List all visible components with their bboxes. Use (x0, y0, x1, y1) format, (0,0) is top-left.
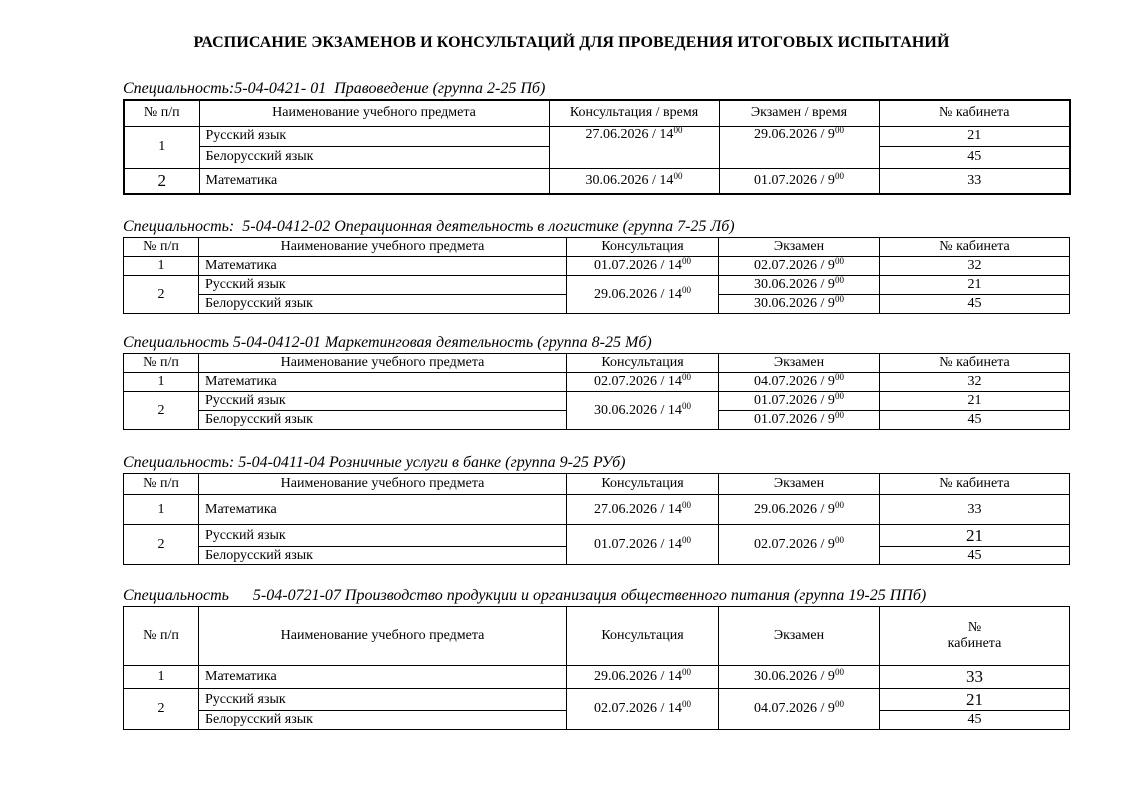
time-minutes: 00 (834, 391, 844, 401)
section-2 (123, 217, 1069, 314)
exam-cell (719, 392, 880, 411)
subject-name: Белорусский язык (199, 146, 549, 168)
room-number: 45 (879, 146, 1070, 168)
exam-cell (719, 411, 880, 430)
time-minutes: 00 (834, 499, 844, 510)
header-exam: Экзамен (719, 607, 880, 666)
exam-date: 01.07.2026 / 9 (754, 412, 835, 427)
table-row (124, 495, 1070, 525)
schedule-table (123, 473, 1070, 565)
time-minutes: 00 (834, 294, 844, 304)
row-number: 2 (124, 689, 199, 730)
time-minutes: 00 (834, 124, 844, 135)
time-minutes: 00 (681, 699, 691, 709)
schedule-table (123, 353, 1070, 430)
room-number: 21 (879, 126, 1070, 146)
exam-cell (719, 126, 879, 168)
room-number: 33 (880, 666, 1070, 689)
header-exam: Экзамен (719, 354, 880, 373)
subject-name: Белорусский язык (199, 295, 567, 314)
consultation-date: 01.07.2026 / 14 (594, 536, 682, 552)
subject-name: Математика (199, 495, 567, 525)
consultation-date: 01.07.2026 / 14 (594, 258, 682, 273)
consultation-date: 27.06.2026 / 14 (594, 501, 682, 517)
row-number: 2 (124, 392, 199, 430)
header-num: № п/п (124, 100, 199, 126)
header-num: № п/п (124, 354, 199, 373)
exam-cell (719, 689, 880, 730)
specialty-heading: Специальность: 5-04-0411-04 Розничные услуги в банке (группа 9-25 РУб) (123, 454, 626, 471)
header-num: № п/п (124, 607, 199, 666)
table-row (124, 276, 1070, 295)
subject-name: Русский язык (199, 525, 567, 547)
row-number: 2 (124, 276, 199, 314)
room-number: 21 (880, 525, 1070, 547)
header-subject: Наименование учебного предмета (199, 100, 549, 126)
exam-date: 01.07.2026 / 9 (754, 172, 835, 188)
exam-date: 04.07.2026 / 9 (754, 701, 835, 716)
header-exam: Экзамен (719, 238, 880, 257)
time-minutes: 00 (673, 170, 683, 181)
subject-name: Русский язык (199, 392, 567, 411)
section-5 (123, 586, 1069, 730)
header-room-line2: кабинета (947, 636, 1002, 651)
page-title: РАСПИСАНИЕ ЭКЗАМЕНОВ И КОНСУЛЬТАЦИЙ ДЛЯ ПРОВЕДЕНИЯ ИТОГОВЫХ ИСПЫТАНИЙ (193, 34, 950, 51)
header-num: № п/п (124, 474, 199, 495)
subject-name: Белорусский язык (199, 411, 567, 430)
consultation-cell (549, 126, 719, 168)
specialty-heading: Специальность: 5-04-0412-02 Операционная деятельность в логистике (группа 7-25 Лб) (123, 218, 735, 235)
row-number: 1 (124, 495, 199, 525)
exam-cell (719, 373, 880, 392)
row-number: 2 (124, 525, 199, 565)
consultation-date: 30.06.2026 / 14 (585, 172, 674, 188)
exam-date: 29.06.2026 / 9 (754, 501, 835, 517)
exam-date: 02.07.2026 / 9 (754, 536, 835, 552)
room-number: 45 (880, 711, 1070, 730)
header-subject: Наименование учебного предмета (199, 354, 567, 373)
header-room: № кабинета (880, 238, 1070, 257)
exam-cell (719, 257, 880, 276)
room-number: 21 (880, 276, 1070, 295)
exam-cell (719, 495, 880, 525)
exam-cell (719, 666, 880, 689)
time-minutes: 00 (681, 400, 691, 411)
subject-name: Русский язык (199, 126, 549, 146)
room-number: 33 (879, 168, 1070, 194)
exam-date: 30.06.2026 / 9 (754, 669, 835, 684)
header-subject: Наименование учебного предмета (199, 474, 567, 495)
time-minutes: 00 (681, 499, 691, 510)
consultation-cell (567, 495, 719, 525)
specialty-heading: Специальность 5-04-0412-01 Маркетинговая деятельность (группа 8-25 Мб) (123, 334, 652, 351)
consultation-date: 30.06.2026 / 14 (594, 402, 682, 418)
consultation-date: 02.07.2026 / 14 (594, 701, 682, 716)
time-minutes: 00 (681, 256, 691, 266)
time-minutes: 00 (681, 284, 691, 295)
exam-date: 02.07.2026 / 9 (754, 258, 835, 273)
table-row (124, 392, 1070, 411)
section-3 (123, 333, 1069, 430)
exam-date: 30.06.2026 / 9 (754, 277, 835, 292)
room-number: 45 (880, 295, 1070, 314)
exam-cell (719, 295, 880, 314)
header-room-line1: № (967, 620, 982, 635)
table-row (124, 168, 1070, 194)
consultation-date: 02.07.2026 / 14 (594, 374, 682, 389)
consultation-date: 27.06.2026 / 14 (585, 126, 674, 142)
header-consultation: Консультация (567, 607, 719, 666)
header-subject: Наименование учебного предмета (199, 238, 567, 257)
room-number: 32 (880, 373, 1070, 392)
room-number: 32 (880, 257, 1070, 276)
row-number: 1 (124, 373, 199, 392)
section-1 (123, 79, 1069, 195)
header-consultation: Консультация (567, 474, 719, 495)
header-room: № кабинета (880, 354, 1070, 373)
consultation-cell (567, 525, 719, 565)
specialty-heading: Специальность:5-04-0421- 01 Правоведение (группа 2-25 Пб) (123, 80, 546, 97)
header-room: № кабинета (879, 100, 1070, 126)
row-number: 1 (124, 257, 199, 276)
consultation-cell (567, 276, 719, 314)
subject-name: Математика (199, 257, 567, 276)
exam-cell (719, 276, 880, 295)
consultation-cell (567, 666, 719, 689)
exam-cell (719, 525, 880, 565)
subject-name: Русский язык (199, 276, 567, 295)
time-minutes: 00 (834, 256, 844, 266)
consultation-cell (567, 257, 719, 276)
table-row (124, 689, 1070, 711)
exam-date: 04.07.2026 / 9 (754, 374, 835, 389)
subject-name: Белорусский язык (199, 711, 567, 730)
consultation-date: 29.06.2026 / 14 (594, 286, 682, 302)
header-exam: Экзамен / время (719, 100, 879, 126)
specialty-heading: Специальность 5-04-0721-07 Производство продукции и организация общественного питания (группа 19-25 ППб) (123, 587, 927, 604)
exam-date: 30.06.2026 / 9 (754, 296, 835, 311)
subject-name: Математика (199, 666, 567, 689)
room-number: 21 (880, 689, 1070, 711)
subject-name: Математика (199, 373, 567, 392)
schedule-table (123, 606, 1070, 730)
consultation-cell (567, 373, 719, 392)
time-minutes: 00 (673, 124, 683, 135)
row-number: 2 (124, 168, 199, 194)
schedule-table (123, 237, 1070, 314)
time-minutes: 00 (834, 372, 844, 382)
time-minutes: 00 (834, 170, 844, 181)
room-number: 21 (880, 392, 1070, 411)
row-number: 1 (124, 126, 199, 168)
consultation-date: 29.06.2026 / 14 (594, 669, 682, 684)
subject-name: Математика (199, 168, 549, 194)
table-row (124, 373, 1070, 392)
header-room: № кабинета (880, 474, 1070, 495)
header-exam: Экзамен (719, 474, 880, 495)
exam-cell (719, 168, 879, 194)
time-minutes: 00 (681, 534, 691, 545)
schedule-table (123, 99, 1071, 195)
header-consultation: Консультация (567, 354, 719, 373)
header-room (880, 607, 1070, 666)
consultation-cell (567, 392, 719, 430)
time-minutes: 00 (681, 372, 691, 382)
time-minutes: 00 (834, 534, 844, 545)
time-minutes: 00 (681, 667, 691, 677)
exam-date: 01.07.2026 / 9 (754, 393, 835, 408)
section-4 (123, 453, 1069, 565)
consultation-cell (549, 168, 719, 194)
header-consultation: Консультация / время (549, 100, 719, 126)
header-num: № п/п (124, 238, 199, 257)
subject-name: Русский язык (199, 689, 567, 711)
table-row (124, 126, 1070, 146)
consultation-cell (567, 689, 719, 730)
time-minutes: 00 (834, 667, 844, 677)
room-number: 45 (880, 411, 1070, 430)
time-minutes: 00 (834, 275, 844, 285)
subject-name: Белорусский язык (199, 547, 567, 565)
header-subject: Наименование учебного предмета (199, 607, 567, 666)
table-row (124, 525, 1070, 547)
room-number: 33 (880, 495, 1070, 525)
room-number: 45 (880, 547, 1070, 565)
time-minutes: 00 (834, 410, 844, 420)
header-consultation: Консультация (567, 238, 719, 257)
time-minutes: 00 (834, 699, 844, 709)
table-row (124, 666, 1070, 689)
row-number: 1 (124, 666, 199, 689)
exam-date: 29.06.2026 / 9 (754, 126, 835, 142)
table-row (124, 257, 1070, 276)
